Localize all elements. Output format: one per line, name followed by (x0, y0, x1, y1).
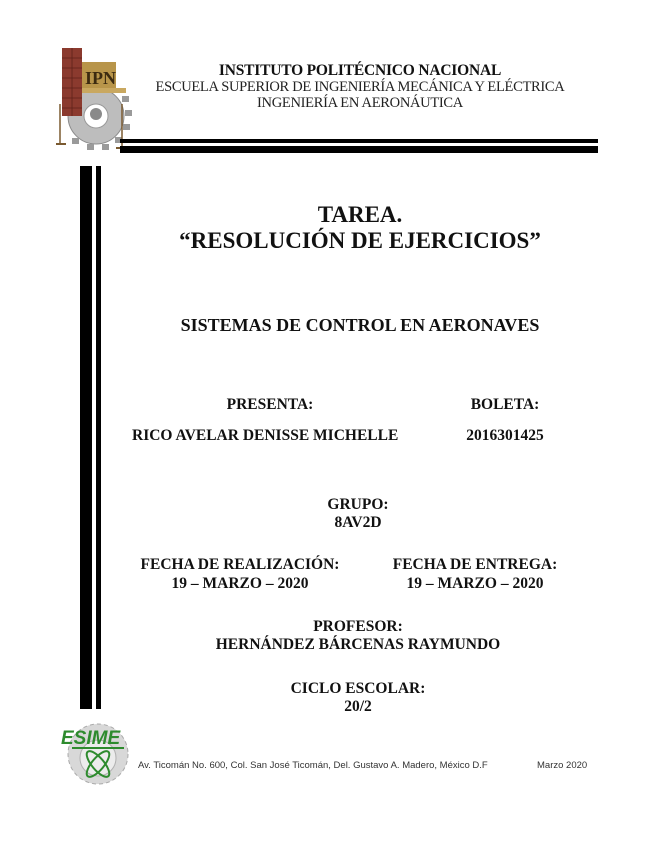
school-name: ESCUELA SUPERIOR DE INGENIERÍA MECÁNICA Y ELÉCTRICA (155, 79, 565, 95)
boleta-label: BOLETA: (470, 396, 540, 413)
margin-bar-thin (96, 166, 101, 709)
title-line-1: TAREA. (317, 202, 403, 227)
cycle-value: 20/2 (344, 698, 372, 715)
professor-label: PROFESOR: (313, 618, 403, 635)
margin-bar-thick (80, 166, 92, 709)
institution-name: INSTITUTO POLITÉCNICO NACIONAL (218, 62, 502, 79)
header-rule-thin (120, 139, 598, 143)
student-name: RICO AVELAR DENISSE MICHELLE (132, 427, 399, 444)
program-name: INGENIERÍA EN AERONÁUTICA (257, 95, 463, 111)
ipn-logo-icon (52, 44, 132, 154)
cycle-label: CICLO ESCOLAR: (290, 680, 426, 697)
title-line-2: “RESOLUCIÓN DE EJERCICIOS” (179, 228, 541, 253)
svg-text:IPN: IPN (85, 68, 116, 88)
group-label: GRUPO: (327, 496, 389, 513)
subject-title: SISTEMAS DE CONTROL EN AERONAVES (180, 315, 540, 335)
header-rule-thick (120, 146, 598, 153)
esime-logo-icon (58, 714, 140, 788)
fecha-entrega-value: 19 – MARZO – 2020 (406, 575, 544, 592)
group-value: 8AV2D (334, 514, 382, 531)
fecha-entrega-label: FECHA DE ENTREGA: (392, 556, 558, 573)
fecha-realizacion-value: 19 – MARZO – 2020 (171, 575, 309, 592)
footer-date: Marzo 2020 (537, 760, 588, 771)
footer-address: Av. Ticomán No. 600, Col. San José Ticomán, Del. Gustavo A. Madero, México D.F (138, 760, 488, 771)
boleta-number: 2016301425 (466, 427, 544, 444)
svg-text:ESIME: ESIME (61, 728, 121, 749)
presenta-label: PRESENTA: (226, 396, 314, 413)
professor-name: HERNÁNDEZ BÁRCENAS RAYMUNDO (215, 636, 501, 653)
fecha-realizacion-label: FECHA DE REALIZACIÓN: (140, 556, 340, 573)
